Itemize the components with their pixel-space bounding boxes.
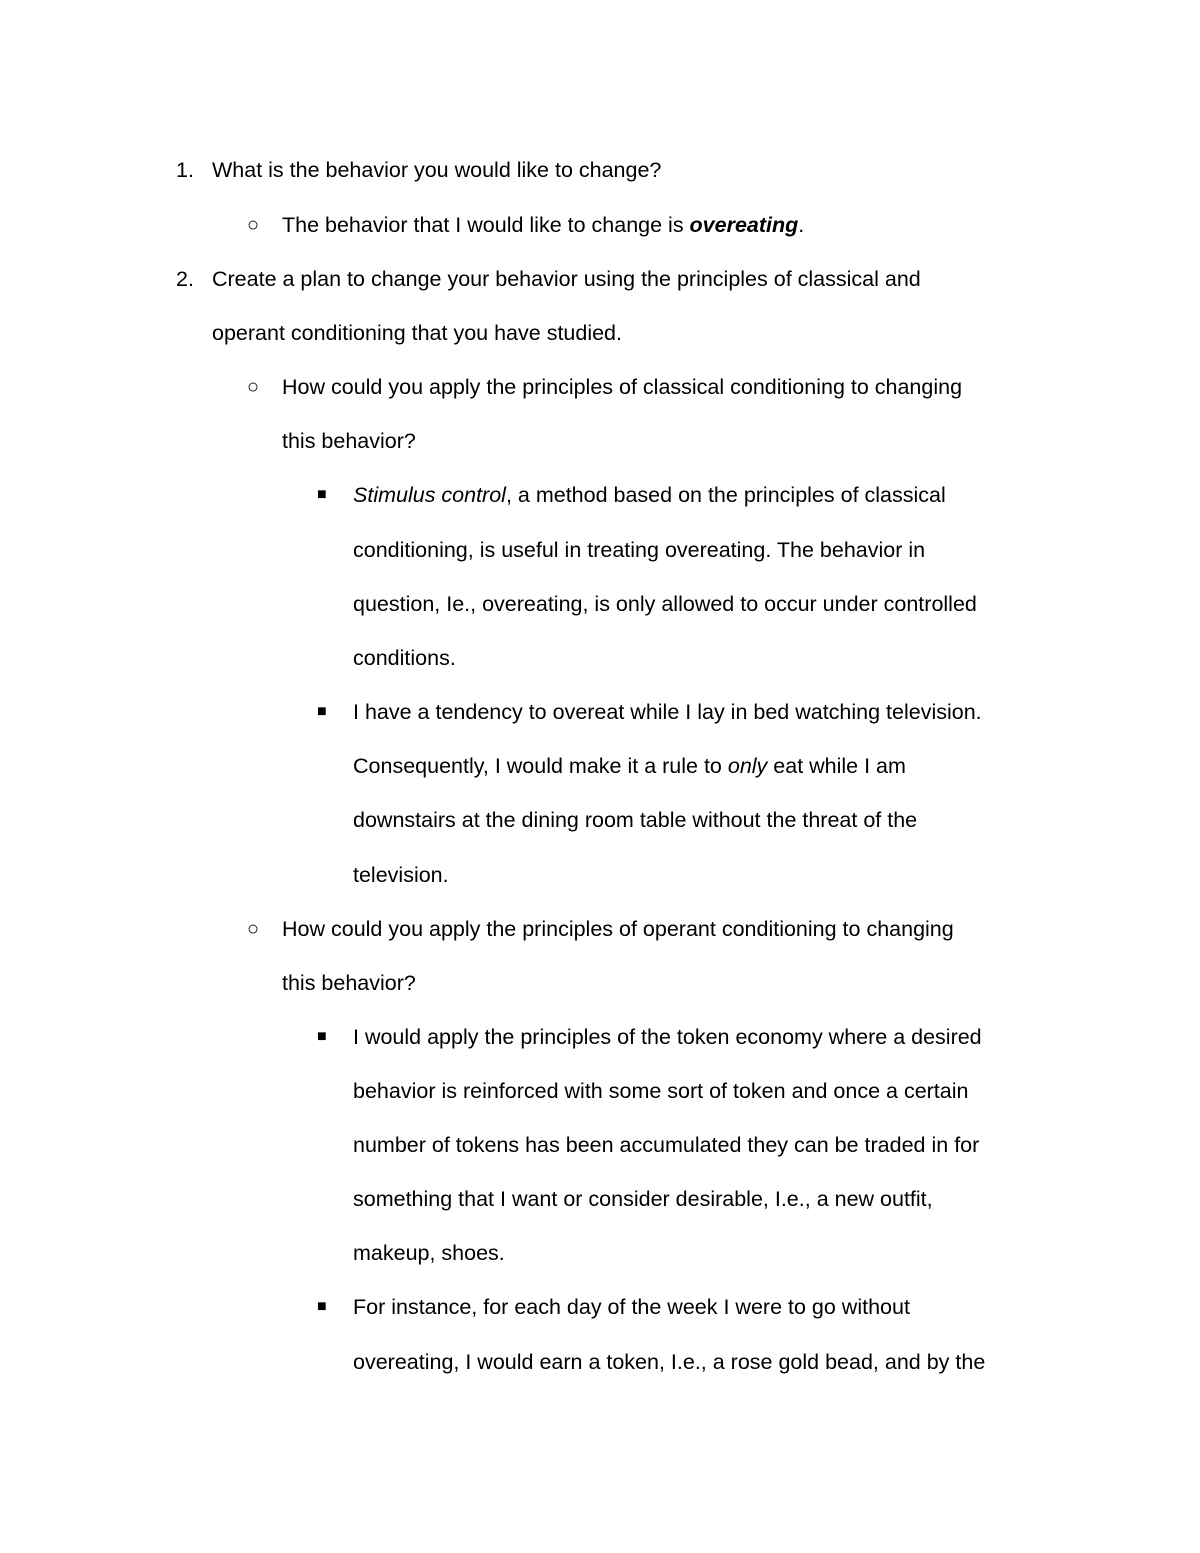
circle-bullet-icon: ○ [247,376,260,398]
answer-1 [282,212,804,238]
circle-bullet-icon: ○ [247,918,260,940]
classical-point-2-line [353,753,906,779]
operant-question-line: How could you apply the principles of operant conditioning to changing [282,917,954,941]
answer-1-prefix: The behavior that I would like to change is [282,213,690,237]
operant-point-2-line: For instance, for each day of the week I were to go without [353,1295,910,1319]
operant-question-line: this behavior? [282,971,416,995]
classical-point-1-line [353,482,946,508]
answer-1-suffix: . [798,213,805,237]
classical-point-2-after: eat while I am [767,754,906,778]
square-bullet-icon: ■ [317,703,327,720]
operant-point-2-line: overeating, I would earn a token, I.e., a rose gold bead, and by the [353,1350,986,1374]
operant-point-1-line: behavior is reinforced with some sort of token and once a certain [353,1079,969,1103]
classical-point-1-line: conditions. [353,646,456,670]
only-emphasis: only [727,754,768,778]
operant-point-1-line: I would apply the principles of the token economy where a desired [353,1025,982,1049]
list-number-1: 1. [176,158,194,182]
classical-point-2-before: Consequently, I would make it a rule to [353,754,728,778]
square-bullet-icon: ■ [317,486,327,503]
question-2-line: operant conditioning that you have studied. [212,321,622,345]
classical-question-line: How could you apply the principles of classical conditioning to changing [282,375,963,399]
stimulus-control-term: Stimulus control [353,483,506,507]
operant-point-1-line: something that I want or consider desirable, I.e., a new outfit, [353,1187,933,1211]
circle-bullet-icon: ○ [247,214,260,236]
classical-point-1-rest: , a method based on the principles of classical [505,483,946,507]
square-bullet-icon: ■ [317,1298,327,1315]
answer-1-emphasis: overeating [689,213,799,237]
list-number-2: 2. [176,267,194,291]
operant-point-1-line: number of tokens has been accumulated they can be traded in for [353,1133,980,1157]
operant-point-1-line: makeup, shoes. [353,1241,505,1265]
square-bullet-icon: ■ [317,1028,327,1045]
classical-question-line: this behavior? [282,429,416,453]
classical-point-2-line: I have a tendency to overeat while I lay in bed watching television. [353,700,982,724]
classical-point-1-line: question, Ie., overeating, is only allowed to occur under controlled [353,592,977,616]
question-2-line: Create a plan to change your behavior using the principles of classical and [212,267,921,291]
question-1: What is the behavior you would like to change? [212,158,662,182]
classical-point-1-line: conditioning, is useful in treating overeating. The behavior in [353,538,926,562]
classical-point-2-line: downstairs at the dining room table without the threat of the [353,808,918,832]
classical-point-2-line: television. [353,863,449,887]
